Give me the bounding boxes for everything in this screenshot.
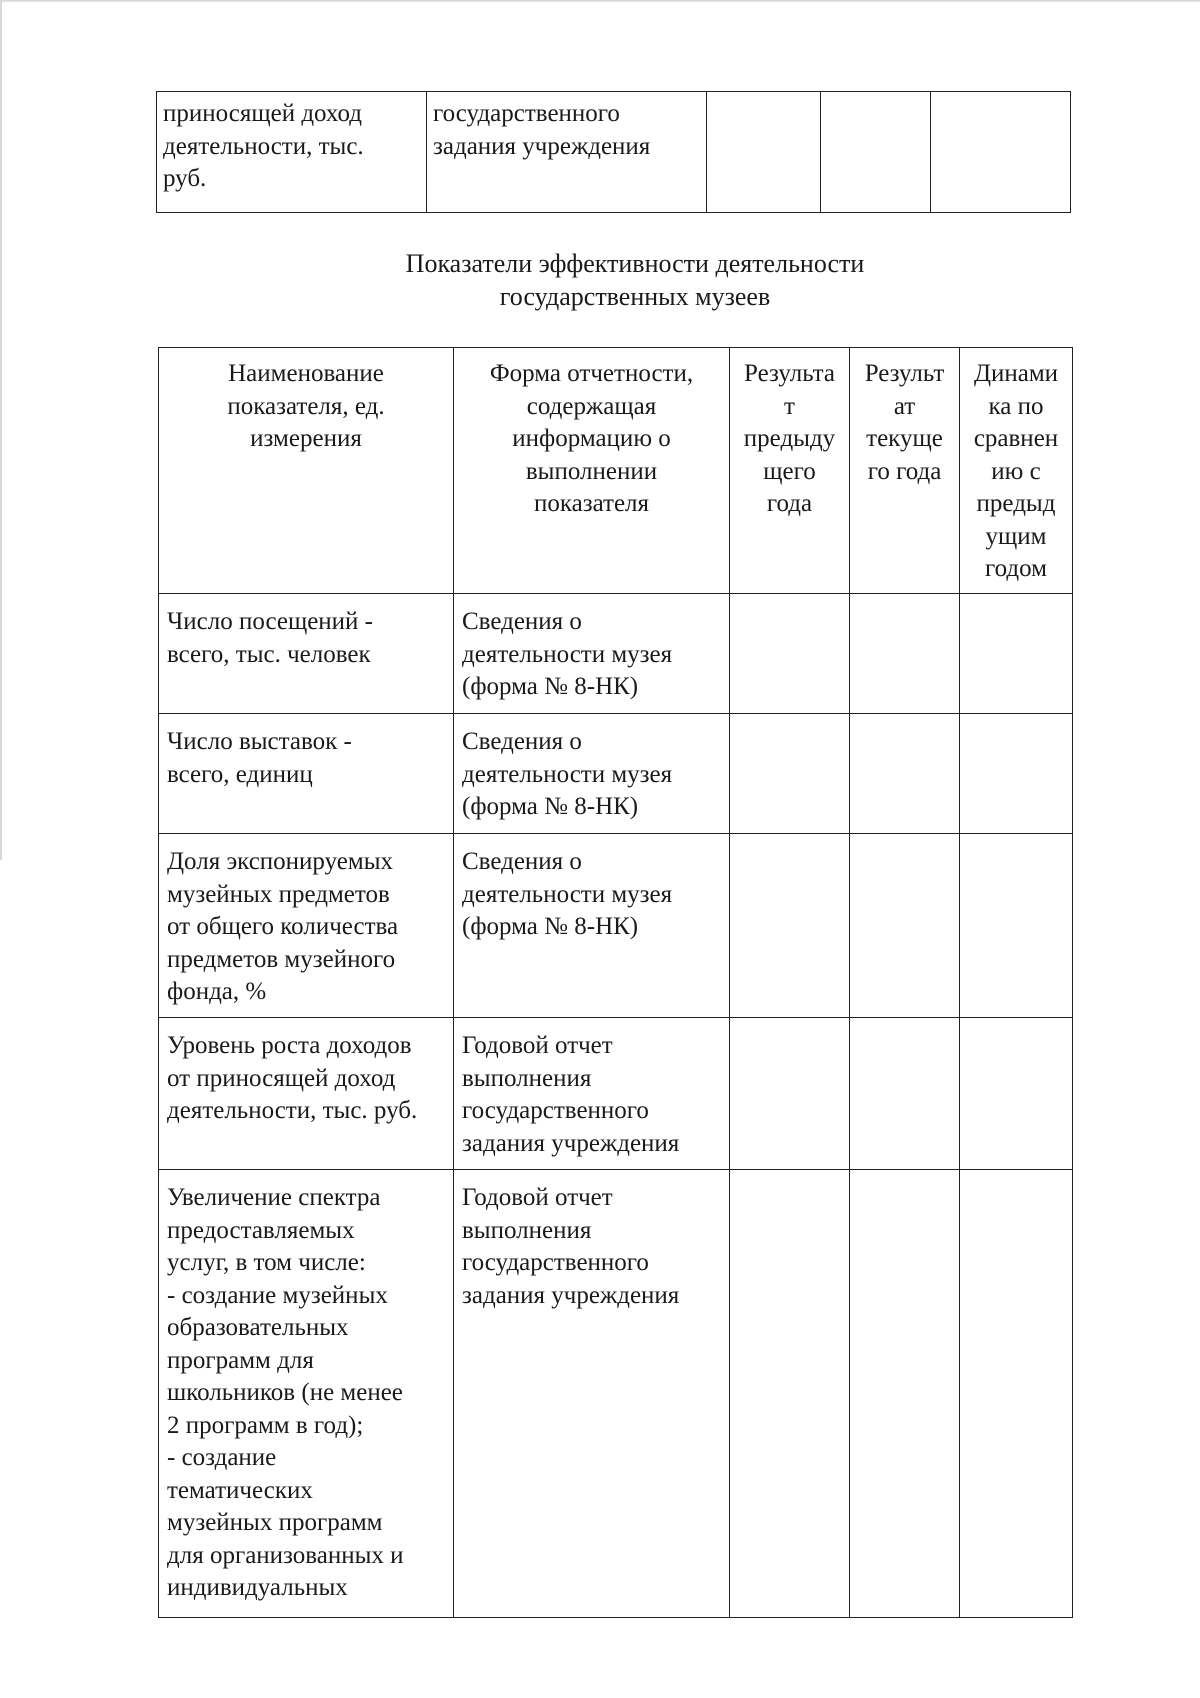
header-indicator-name: Наименование показателя, ед. измерения (159, 348, 454, 594)
header-dynamics: Динами ка по сравнен ию с предыд ущим годом (960, 348, 1073, 594)
scan-edge (0, 0, 1200, 3)
current-year-value (850, 834, 960, 1018)
report-form: Сведения о деятельности музея (форма № 8-НК) (454, 594, 730, 714)
table-row (159, 1018, 1073, 1170)
table-row (157, 92, 1071, 213)
current-year-value (850, 1170, 960, 1618)
table-cell (707, 92, 821, 213)
indicator-name: Число посещений - всего, тыс. человек (159, 594, 454, 714)
previous-year-value (730, 594, 850, 714)
table-header-row (159, 348, 1073, 594)
current-year-value (850, 1018, 960, 1170)
current-year-value (850, 714, 960, 834)
table-row (159, 594, 1073, 714)
table-row (159, 714, 1073, 834)
scan-edge-left (0, 0, 2, 860)
header-report-form: Форма отчетности, содержащая информацию о выполнении показателя (454, 348, 730, 594)
table-row (159, 1170, 1073, 1618)
section-title-line-2: государственных музеев (499, 282, 771, 311)
previous-year-value (730, 714, 850, 834)
previous-year-value (730, 1018, 850, 1170)
report-form: Годовой отчет выполнения государственного задания учреждения (454, 1018, 730, 1170)
table-row (159, 834, 1073, 1018)
dynamics-value (960, 594, 1073, 714)
report-form: Сведения о деятельности музея (форма № 8-НК) (454, 834, 730, 1018)
report-form: Годовой отчет выполнения государственного задания учреждения (454, 1170, 730, 1618)
continuation-table (156, 91, 1071, 213)
dynamics-value (960, 1170, 1073, 1618)
dynamics-value (960, 714, 1073, 834)
section-title-line-1: Показатели эффективности деятельности (405, 249, 865, 278)
table-cell (931, 92, 1071, 213)
indicator-name: Доля экспонируемых музейных предметов от общего количества предметов музейного фонда, % (159, 834, 454, 1018)
section-title (300, 247, 970, 313)
indicator-name: Увеличение спектра предоставляемых услуг, в том числе: - создание музейных образовательных программ для школьников (не менее 2 программ в год); - создание тематических музейных программ для организованных и индивидуальных (159, 1170, 454, 1618)
current-year-value (850, 594, 960, 714)
report-form: Сведения о деятельности музея (форма № 8-НК) (454, 714, 730, 834)
previous-year-value (730, 834, 850, 1018)
header-current-year: Результ ат текуще го года (850, 348, 960, 594)
dynamics-value (960, 834, 1073, 1018)
previous-year-value (730, 1170, 850, 1618)
indicator-name: Число выставок - всего, единиц (159, 714, 454, 834)
table-cell: приносящей доход деятельности, тыс. руб. (157, 92, 427, 213)
table-cell: государственного задания учреждения (427, 92, 707, 213)
header-previous-year: Результа т предыду щего года (730, 348, 850, 594)
indicators-table (158, 347, 1073, 1618)
table-cell (821, 92, 931, 213)
dynamics-value (960, 1018, 1073, 1170)
indicator-name: Уровень роста доходов от приносящей доход деятельности, тыс. руб. (159, 1018, 454, 1170)
